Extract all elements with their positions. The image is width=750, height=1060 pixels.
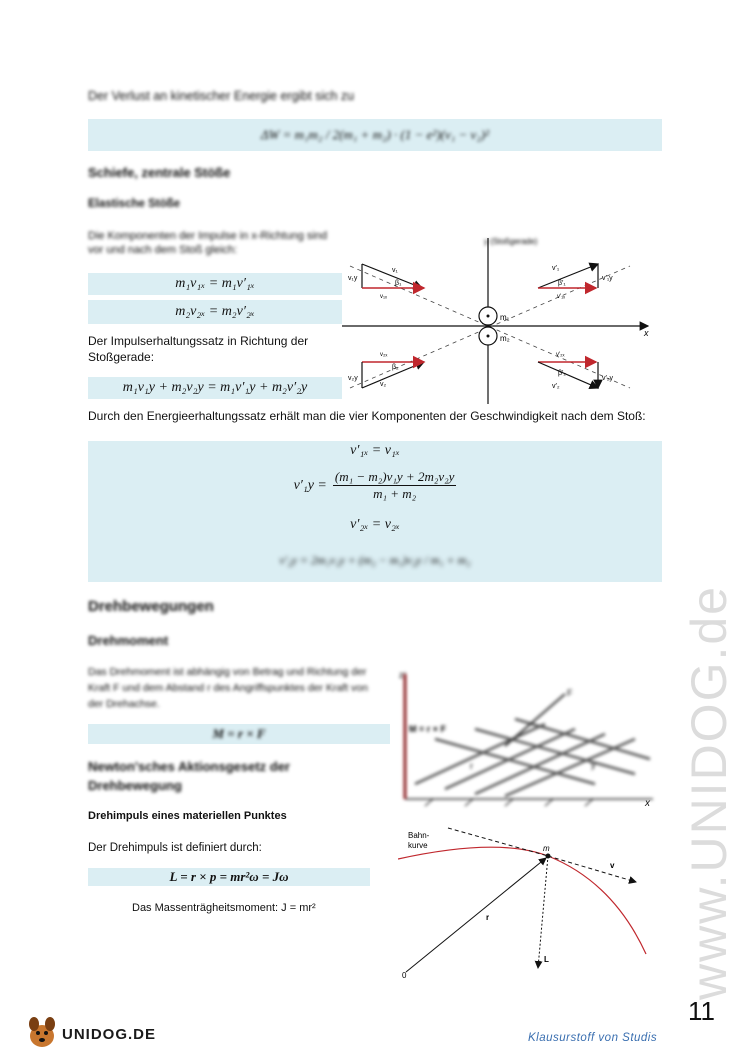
label-v1y: v₁y bbox=[348, 275, 358, 282]
velocity-vector bbox=[548, 856, 636, 882]
collision-diagram bbox=[340, 228, 660, 410]
page-number: 11 bbox=[688, 996, 715, 1026]
label-origin: 0 bbox=[402, 971, 407, 980]
formula-m1-box bbox=[88, 273, 342, 295]
label-m2: m₂ bbox=[500, 334, 510, 343]
label-torque: M = r × F bbox=[409, 724, 447, 734]
label-v1x: v₁ₓ bbox=[380, 294, 387, 300]
v1p-arrow bbox=[538, 264, 598, 288]
label-v2x: v₂ₓ bbox=[380, 352, 388, 358]
footer-logo-text: UNIDOG.DE bbox=[62, 1026, 157, 1043]
label-v2yp: v′₂y bbox=[602, 375, 614, 382]
label-v1p: v′₁ bbox=[552, 265, 560, 272]
label-m: m bbox=[543, 844, 550, 853]
heading-elastic-collisions: Elastische Stöße bbox=[88, 198, 181, 210]
label-r: r bbox=[470, 761, 473, 771]
label-v1yp: v′₁y bbox=[602, 275, 613, 282]
formula-impulse-y: m₁v₁y + m₂v₂y = m₁v′₁y + m₂v′₂y bbox=[122, 380, 308, 395]
label-z: z bbox=[399, 670, 404, 680]
heading-angular-momentum: Drehimpuls eines materiellen Punktes bbox=[88, 810, 287, 822]
torque-text: Das Drehmoment ist abhängig von Betrag und Richtung der Kraft F und dem Abstand r des Angriffspunktes der Kraft von der Drehachse. bbox=[88, 666, 368, 710]
heading-torque: Drehmoment bbox=[88, 633, 169, 648]
label-m1: m₁ bbox=[500, 313, 510, 322]
angular-text: Der Drehimpuls ist definiert durch: bbox=[88, 842, 262, 854]
label-v2p: v′₂ bbox=[552, 383, 560, 390]
watermark: www.UNIDOG.de bbox=[681, 585, 737, 1000]
energy-loss-formula: ΔW = m₁m₂ / 2(m₁ + m₂) · (1 − e²)(v₁ − v₂)² bbox=[260, 127, 490, 142]
velocity-formulas-box bbox=[88, 441, 662, 582]
label-f: F bbox=[567, 688, 573, 698]
formula-v1y-lhs: v′₁y = bbox=[293, 477, 327, 493]
heading-oblique-collisions: Schiefe, zentrale Stöße bbox=[88, 165, 231, 180]
impulse-text-line1: Der Impulserhaltungssatz in Richtung der bbox=[88, 334, 309, 348]
mass-point bbox=[546, 854, 551, 859]
impulse-text-line2: Stoßgerade: bbox=[88, 350, 155, 364]
label-v: v bbox=[610, 861, 615, 870]
label-stossgerade: y (Stoßgerade) bbox=[484, 237, 538, 246]
position-vector bbox=[406, 858, 546, 972]
label-r: r bbox=[486, 913, 490, 922]
moment-inertia-text: Das Massenträgheitsmoment: J = mr² bbox=[132, 902, 316, 914]
heading-rotation: Drehbewegungen bbox=[88, 598, 214, 615]
intro-text: Der Verlust an kinetischer Energie ergibt sich zu bbox=[88, 89, 355, 103]
dog-logo-icon bbox=[24, 1014, 60, 1050]
torque-diagram bbox=[395, 664, 665, 814]
label-v1xp: v′₁ₓ bbox=[557, 294, 566, 300]
formula-m1: m₁v₁ₓ = m₁v′₁ₓ bbox=[175, 276, 255, 291]
formula-v1y-denominator: m₁ + m₂ bbox=[373, 486, 417, 501]
formula-v1y-numerator: (m₁ − m₂)v₁y + 2m₂v₂y bbox=[334, 469, 455, 484]
v2p-arrow bbox=[538, 362, 598, 388]
elastic-text: Die Komponenten der Impulse in x-Richtung sind vor und nach dem Stoß gleich: bbox=[88, 230, 328, 256]
label-v2: v₂ bbox=[380, 381, 387, 388]
label-v2y: v₂y bbox=[348, 375, 358, 382]
formula-torque-box bbox=[88, 724, 390, 744]
label-beta1p: β′₁ bbox=[558, 280, 566, 287]
label-v2xp: v′₂ₓ bbox=[556, 352, 565, 358]
label-l: L bbox=[544, 955, 549, 964]
formula-v2y: v′₂y = 2m₁v₁y + (m₂ − m₁)v₂y / m₁ + m₂ bbox=[279, 553, 471, 567]
angular-momentum-vector bbox=[538, 856, 548, 968]
label-v1: v₁ bbox=[392, 267, 398, 274]
formula-v1x: v′₁ₓ = v₁ₓ bbox=[350, 443, 400, 458]
formula-angular-box bbox=[88, 868, 370, 886]
label-x: x bbox=[644, 328, 649, 338]
label-y: y bbox=[591, 760, 596, 770]
orbit-diagram bbox=[398, 822, 668, 982]
label-bahnkurve-1: Bahn- bbox=[408, 831, 430, 840]
label-beta2: β₂ bbox=[392, 364, 399, 371]
formula-torque: M = r × F bbox=[212, 726, 266, 741]
formula-v2x: v′₂ₓ = v₂ₓ bbox=[350, 517, 400, 532]
trajectory-curve bbox=[398, 847, 646, 954]
formula-angular: L = r × p = mr²ω = Jω bbox=[169, 869, 289, 884]
formula-m2: m₂v₂ₓ = m₂v′₂ₓ bbox=[175, 304, 255, 319]
torque-label-x: x bbox=[645, 798, 650, 809]
formula-v1y-fraction bbox=[333, 469, 457, 502]
energy-text: Durch den Energieerhaltungssatz erhält man die vier Komponenten der Geschwindigkeit nach dem Stoß: bbox=[88, 409, 646, 423]
heading-newton: Newton'sches Aktionsgesetz der Drehbewegung bbox=[88, 759, 290, 793]
label-beta2p: β′₂ bbox=[558, 370, 567, 377]
formula-impulse-y-box bbox=[88, 377, 342, 399]
footer-right-text: Klausurstoff von Studis bbox=[528, 1032, 658, 1044]
grid-plane bbox=[415, 719, 650, 796]
label-bahnkurve-2: kurve bbox=[408, 841, 428, 850]
formula-m2-box bbox=[88, 300, 342, 324]
energy-loss-formula-box bbox=[88, 119, 662, 151]
formula-v1y bbox=[88, 469, 662, 502]
label-beta1: β₁ bbox=[395, 280, 402, 287]
